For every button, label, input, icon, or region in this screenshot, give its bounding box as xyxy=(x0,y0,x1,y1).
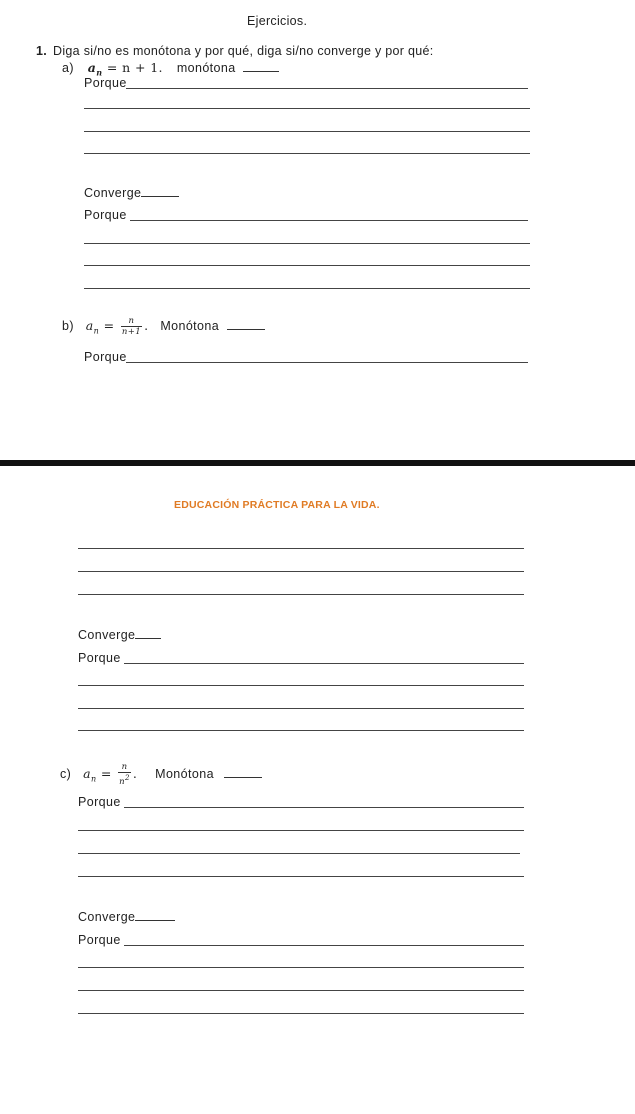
answer-line[interactable] xyxy=(78,730,524,731)
answer-line[interactable] xyxy=(78,967,524,968)
part-c-converge xyxy=(78,910,175,924)
part-c-porque-label: Porque xyxy=(78,795,121,809)
answer-line[interactable] xyxy=(78,708,524,709)
question-1 xyxy=(36,44,434,58)
part-c-label: c) xyxy=(60,766,72,781)
part-a-converge-blank[interactable] xyxy=(141,186,179,197)
part-a-converge-label: Converge xyxy=(84,186,142,200)
part-b-converge-blank[interactable] xyxy=(135,628,161,639)
answer-line[interactable] xyxy=(78,876,524,877)
answer-line[interactable] xyxy=(124,945,524,946)
answer-line[interactable] xyxy=(84,288,530,289)
part-a-porque2-label: Porque xyxy=(84,208,127,222)
answer-line[interactable] xyxy=(84,131,530,132)
answer-line[interactable] xyxy=(124,663,524,664)
answer-line[interactable] xyxy=(78,1013,524,1014)
answer-line[interactable] xyxy=(126,362,528,363)
part-a-converge xyxy=(84,186,179,200)
answer-line[interactable] xyxy=(126,88,528,89)
part-b-converge-label: Converge xyxy=(78,628,136,642)
answer-line[interactable] xyxy=(78,990,524,991)
answer-line[interactable] xyxy=(124,807,524,808)
page-divider xyxy=(0,460,635,466)
brand-slogan: EDUCACIÓN PRÁCTICA PARA LA VIDA. xyxy=(174,499,380,511)
part-c-converge-label: Converge xyxy=(78,910,136,924)
answer-line[interactable] xyxy=(84,243,530,244)
part-a-label: a) xyxy=(62,61,74,75)
answer-line[interactable] xyxy=(78,853,520,854)
part-c-formula: $a_n$ = $\frac{n}{n^2}$ . xyxy=(83,762,138,787)
answer-line[interactable] xyxy=(78,685,524,686)
answer-line[interactable] xyxy=(130,220,528,221)
page-title: Ejercicios. xyxy=(247,14,308,28)
part-b-monotona-blank[interactable] xyxy=(227,319,265,330)
answer-line[interactable] xyxy=(84,265,530,266)
part-a-header xyxy=(62,60,279,78)
part-a-formula: $a_n = n + 1$. xyxy=(87,60,163,78)
part-b-label: b) xyxy=(62,319,74,333)
part-a-monotona-blank[interactable] xyxy=(243,61,279,72)
answer-line[interactable] xyxy=(84,108,530,109)
answer-line[interactable] xyxy=(84,153,530,154)
part-b-porque2-label: Porque xyxy=(78,651,121,665)
part-c-converge-blank[interactable] xyxy=(135,910,175,921)
part-a-porque-label: Porque xyxy=(84,76,127,90)
answer-line[interactable] xyxy=(78,594,524,595)
answer-line[interactable] xyxy=(78,571,524,572)
part-b-porque-label: Porque xyxy=(84,350,127,364)
part-b-header xyxy=(62,316,265,337)
part-b-formula: $a_n$ = $\frac{n}{n+1}$ . xyxy=(85,316,149,337)
part-c-header xyxy=(60,762,262,787)
part-c-monotona-label: Monótona xyxy=(155,766,214,781)
part-a-monotona-label: monótona xyxy=(176,61,236,75)
answer-line[interactable] xyxy=(78,548,524,549)
answer-line[interactable] xyxy=(78,830,524,831)
part-b-converge xyxy=(78,628,161,642)
part-c-monotona-blank[interactable] xyxy=(224,767,262,778)
part-b-monotona-label: Monótona xyxy=(160,319,220,333)
question-text: Diga si/no es monótona y por qué, diga si/no converge y por qué: xyxy=(53,44,434,58)
question-number: 1. xyxy=(36,44,48,58)
part-c-porque2-label: Porque xyxy=(78,933,121,947)
